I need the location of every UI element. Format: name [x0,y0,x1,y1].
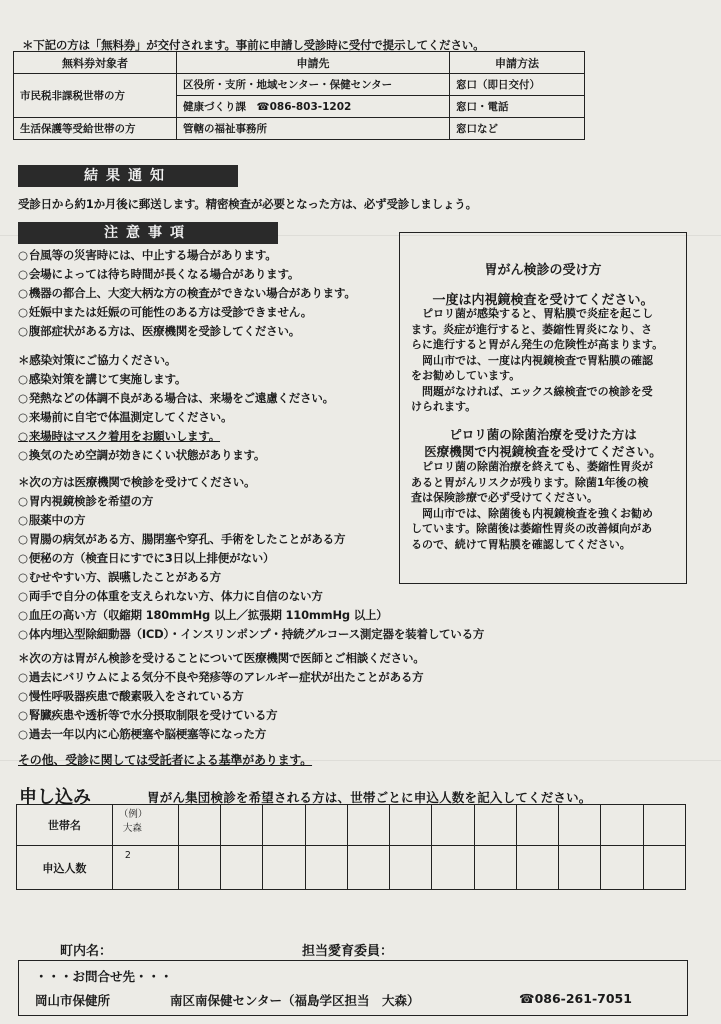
method-cell: 窓口（即日交付） [450,74,585,96]
caution-item: ○ 会場によっては待ち時間が長くなる場合があります。 [18,266,299,282]
applicant-count-cell[interactable] [263,846,305,890]
consult-item: ○ 腎臓疾患や透析等で水分摂取制限を受けている方 [18,707,277,723]
applicant-count-label: 申込人数 [17,846,113,890]
medical-title: ＊次の方は医療機関で検診を受けてください。 [18,475,256,489]
other-criteria-note: その他、受診に関しては受託者による基準があります。 [18,753,313,767]
contact-center: 南区南保健センター（福島学区担当 大森） [170,993,420,1008]
box-text: ます。炎症が進行すると、萎縮性胃炎になり、さ [411,322,653,336]
example-tag: （例） [118,809,148,820]
consult-item: ○ 慢性呼吸器疾患で酸素吸入をされている方 [18,688,244,704]
contact-title: ・・・お問合せ先・・・ [35,969,173,984]
target-cell: 生活保護等受給世帯の方 [14,118,177,140]
applicant-count-cell[interactable] [221,846,263,890]
infection-item: ○ 発熱などの体調不良がある場合は、来場をご遠慮ください。 [18,390,334,406]
medical-item: ○ 服薬中の方 [18,512,85,528]
method-cell: 窓口・電話 [450,96,585,118]
household-name-cell[interactable] [347,805,389,846]
where-cell: 区役所・支所・地域センター・保健センター [177,74,450,96]
box-title: 胃がん検診の受け方 [484,263,602,278]
free-ticket-table [13,51,585,140]
medical-item: ○ 胃内視鏡検診を希望の方 [18,493,153,509]
box-text: あると胃がんリスクが残ります。除菌1年後の検 [411,475,649,489]
town-name-label: 町内名： [60,944,113,959]
box-text: ピロリ菌の除菌治療を終えても、萎縮性胃炎が [422,460,653,473]
box-text: 問題がなければ、エックス線検査での検診を受 [422,384,653,398]
example-count: 2 [112,846,178,890]
household-name-cell[interactable] [263,805,305,846]
household-name-cell[interactable] [516,805,558,846]
contact-box [18,960,688,1016]
applicant-count-cell[interactable] [559,846,601,890]
infection-item: ○ 来場前に自宅で体温測定してください。 [18,409,232,425]
box-subtitle-pylori: ピロリ菌の除菌治療を受けた方は [449,427,637,442]
applicant-count-cell[interactable] [178,846,220,890]
applicant-count-cell[interactable] [516,846,558,890]
method-cell: 窓口など [450,118,585,140]
box-text: しています。除菌後は萎縮性胃炎の改善傾向があ [411,522,653,535]
where-cell: 健康づくり課 ☎086-803-1202 [177,96,450,118]
where-cell: 管轄の福祉事務所 [177,118,450,140]
medical-item: ○ むせやすい方、誤嚥したことがある方 [18,569,221,585]
application-note: 胃がん集団検診を希望される方は、世帯ごとに申込人数を記入してください。 [147,790,592,805]
household-name-cell[interactable] [559,805,601,846]
household-name-cell[interactable] [305,805,347,846]
contact-phone: ☎086-261-7051 [519,991,632,1006]
applicant-count-cell[interactable] [432,846,474,890]
result-text: 受診日から約1か月後に郵送します。精密検査が必要となった方は、必ず受診しましょう。 [18,197,477,211]
application-title: 申し込み [19,787,91,808]
household-name-cell[interactable] [474,805,516,846]
household-name-cell[interactable] [601,805,643,846]
free-ticket-note: ＊下記の方は「無料券」が交付されます。事前に申請し受診時に受付で提示してください。 [22,38,485,52]
caution-item: ○ 妊娠中または妊娠の可能性のある方は受診できません。 [18,304,312,320]
box-text: ピロリ菌が感染すると、胃粘膜で炎症を起こし [422,307,653,320]
caution-heading: 注意事項 [18,222,278,244]
box-text: 岡山市では、一度は内視鏡検査で胃粘膜の確認 [422,353,653,367]
infection-item: ○ 感染対策を講じて実施します。 [18,371,186,387]
medical-item: ○ 胃腸の病気がある方、腸閉塞や穿孔、手術をしたことがある方 [18,531,345,547]
box-text: をお勧めしています。 [411,369,521,382]
applicant-count-cell[interactable] [643,846,685,890]
box-text: けられます。 [411,400,477,413]
header-method: 申請方法 [450,52,585,74]
officer-label: 担当愛育委員： [302,944,394,959]
box-subtitle-pylori-2: 医療機関で内視鏡検査を受けてください。 [424,444,662,459]
example-name: 大森 [122,823,142,834]
applicant-count-cell[interactable] [305,846,347,890]
header-where: 申請先 [177,52,450,74]
applicant-count-cell[interactable] [347,846,389,890]
medical-item: ○ 両手で自分の体重を支えられない方、体力に自信のない方 [18,588,323,604]
box-text: 岡山市では、除菌後も内視鏡検査を強くお勧め [422,506,653,520]
gastric-cancer-info-box [399,232,687,584]
household-name-cell[interactable] [221,805,263,846]
medical-item: ○ 血圧の高い方（収縮期 180mmHg 以上／拡張期 110mmHg 以上） [18,607,388,623]
applicant-count-cell[interactable] [474,846,516,890]
infection-item: ○ 来場時はマスク着用をお願いします。 [18,428,220,444]
consult-item: ○ 過去一年以内に心筋梗塞や脳梗塞等になった方 [18,726,266,742]
applicant-count-cell[interactable] [601,846,643,890]
consult-item: ○ 過去にバリウムによる気分不良や発疹等のアレルギー症状が出たことがある方 [18,669,423,685]
applicant-count-cell[interactable] [390,846,432,890]
caution-item: ○ 台風等の災害時には、中止する場合があります。 [18,247,277,263]
target-cell: 市民税非課税世帯の方 [14,74,177,118]
infection-title: ＊感染対策にご協力ください。 [18,353,177,367]
contact-org: 岡山市保健所 [35,993,111,1008]
application-table [16,804,686,890]
household-name-cell[interactable] [390,805,432,846]
household-name-cell[interactable] [432,805,474,846]
medical-item: ○ 便秘の方（検査日にすでに3日以上排便がない） [18,550,274,566]
household-name-cell[interactable] [643,805,685,846]
header-target: 無料券対象者 [14,52,177,74]
box-subtitle-endoscopy: 一度は内視鏡検査を受けてください。 [432,293,654,308]
infection-item: ○ 換気のため空調が効きにくい状態があります。 [18,447,265,463]
consult-title: ＊次の方は胃がん検診を受けることについて医療機関で医師とご相談ください。 [18,651,425,665]
box-text: るので、続けて胃粘膜を確認してください。 [411,537,631,551]
household-name-label: 世帯名 [17,805,113,846]
household-name-cell[interactable] [178,805,220,846]
caution-item: ○ 機器の都合上、大変大柄な方の検査ができない場合があります。 [18,285,356,301]
box-text: らに進行すると胃がん発生の危険性が高まります。 [411,338,664,351]
box-text: 査は保険診療で必ず受けてください。 [411,491,598,504]
medical-item: ○ 体内埋込型除細動器（ICD）・インスリンポンプ・持続グルコース測定器を装着している方 [18,626,484,642]
caution-item: ○ 腹部症状がある方は、医療機関を受診してください。 [18,323,300,339]
result-heading: 結果通知 [18,165,238,187]
example-household-cell [112,805,178,846]
